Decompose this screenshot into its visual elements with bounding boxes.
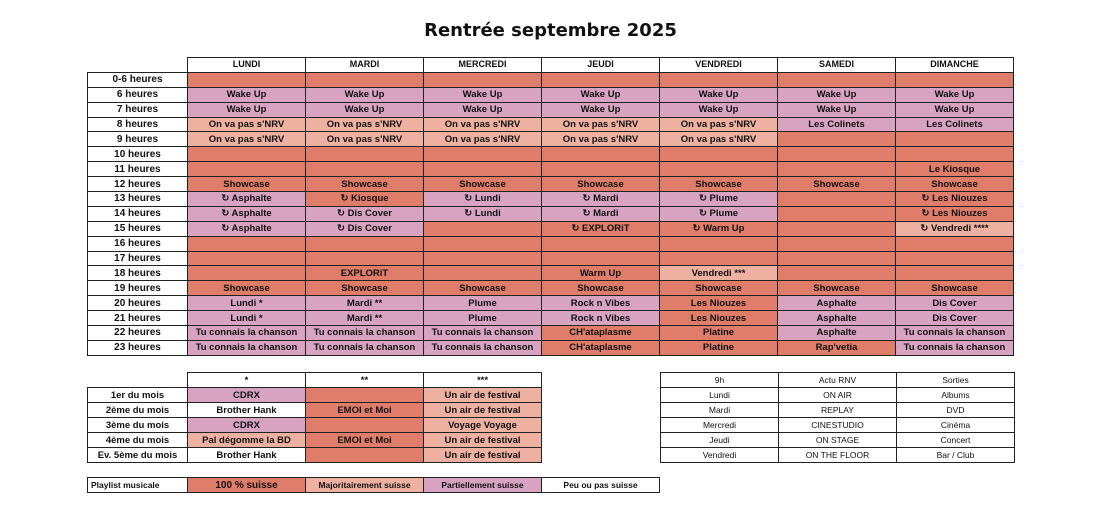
program-cell [424, 236, 542, 251]
schedule-row [88, 72, 1014, 87]
program-cell [542, 162, 660, 177]
legend-marker-header: ** [306, 373, 424, 388]
week-of-month-label: Ev. 5ème du mois [88, 448, 188, 463]
program-cell [424, 251, 542, 266]
program-cell: Tu connais la chanson [424, 340, 542, 355]
show-cell: Mercredi [661, 418, 779, 433]
hour-label: 18 heures [88, 266, 188, 281]
show-row [661, 373, 1015, 388]
schedule-row [88, 177, 1014, 192]
hour-label: 13 heures [88, 192, 188, 207]
program-cell: Vendredi *** [660, 266, 778, 281]
program-cell [778, 221, 896, 236]
show-row [661, 448, 1015, 463]
program-cell [424, 266, 542, 281]
hour-label: 8 heures [88, 117, 188, 132]
schedule-header-row [88, 58, 1014, 73]
program-cell [424, 72, 542, 87]
schedule-row [88, 102, 1014, 117]
program-cell: Showcase [778, 177, 896, 192]
schedule-row [88, 132, 1014, 147]
program-cell: Rap'vetia [778, 340, 896, 355]
program-cell [660, 147, 778, 162]
legend-row [88, 448, 542, 463]
program-cell: ↻ Mardi [542, 206, 660, 221]
empty-corner-cell [88, 58, 188, 73]
program-cell: Wake Up [542, 87, 660, 102]
schedule-row [88, 117, 1014, 132]
show-cell: CINESTUDIO [779, 418, 897, 433]
show-row [661, 403, 1015, 418]
show-row [661, 388, 1015, 403]
show-cell: Actu RNV [779, 373, 897, 388]
schedule-row [88, 236, 1014, 251]
program-cell: ↻ Les Niouzes [896, 206, 1014, 221]
program-cell: Wake Up [188, 102, 306, 117]
program-cell [778, 236, 896, 251]
show-cell: Albums [897, 388, 1015, 403]
empty-corner-cell [88, 373, 188, 388]
hour-label: 10 heures [88, 147, 188, 162]
legend-program-cell: CDRX [188, 388, 306, 403]
day-header: LUNDI [188, 58, 306, 73]
program-cell [424, 221, 542, 236]
program-cell: ↻ Warm Up [660, 221, 778, 236]
show-cell: ON STAGE [779, 433, 897, 448]
legend-row [88, 418, 542, 433]
program-cell [542, 251, 660, 266]
program-cell: Rock n Vibes [542, 311, 660, 326]
hour-label: 14 heures [88, 206, 188, 221]
program-cell [778, 251, 896, 266]
schedule-row [88, 221, 1014, 236]
program-cell [542, 236, 660, 251]
legend-marker-header: *** [424, 373, 542, 388]
program-cell: Plume [424, 311, 542, 326]
show-themes-table [660, 372, 1015, 463]
legend-program-cell: Un air de festival [424, 403, 542, 418]
hour-label: 19 heures [88, 281, 188, 296]
weekly-schedule-table [87, 57, 1014, 356]
program-cell: ↻ Plume [660, 192, 778, 207]
show-row [661, 418, 1015, 433]
program-cell: On va pas s'NRV [542, 117, 660, 132]
program-cell: On va pas s'NRV [542, 132, 660, 147]
program-cell: ↻ Dis Cover [306, 221, 424, 236]
schedule-row [88, 162, 1014, 177]
legend-program-cell: EMOI et Moi [306, 403, 424, 418]
hour-label: 9 heures [88, 132, 188, 147]
playlist-color-key [87, 477, 660, 493]
program-cell [896, 132, 1014, 147]
legend-program-cell: Un air de festival [424, 448, 542, 463]
program-cell: Showcase [542, 281, 660, 296]
program-cell: CH'ataplasme [542, 340, 660, 355]
program-cell: On va pas s'NRV [306, 117, 424, 132]
schedule-row [88, 87, 1014, 102]
program-cell: On va pas s'NRV [306, 132, 424, 147]
program-cell [660, 236, 778, 251]
program-cell: CH'ataplasme [542, 326, 660, 341]
program-cell: Tu connais la chanson [188, 326, 306, 341]
schedule-row [88, 206, 1014, 221]
schedule-row [88, 251, 1014, 266]
show-cell: 9h [661, 373, 779, 388]
program-cell [542, 147, 660, 162]
program-cell [306, 251, 424, 266]
show-cell: Bar / Club [897, 448, 1015, 463]
program-cell: On va pas s'NRV [660, 117, 778, 132]
legend-program-cell: Brother Hank [188, 403, 306, 418]
show-cell: Mardi [661, 403, 779, 418]
program-cell: Showcase [188, 281, 306, 296]
program-cell [778, 132, 896, 147]
schedule-row [88, 296, 1014, 311]
program-cell [778, 192, 896, 207]
legend-row [88, 433, 542, 448]
hour-label: 0-6 heures [88, 72, 188, 87]
rotation-legend-table [87, 372, 542, 463]
program-cell: Wake Up [424, 102, 542, 117]
day-header: SAMEDI [778, 58, 896, 73]
program-cell: Showcase [660, 281, 778, 296]
program-cell: Mardi ** [306, 311, 424, 326]
week-of-month-label: 1er du mois [88, 388, 188, 403]
program-cell: Showcase [188, 177, 306, 192]
schedule-row [88, 281, 1014, 296]
playlist-label: Playlist musicale [88, 478, 188, 493]
day-header: JEUDI [542, 58, 660, 73]
program-cell: ↻ Asphalte [188, 221, 306, 236]
show-cell: Lundi [661, 388, 779, 403]
program-cell: Showcase [896, 281, 1014, 296]
legend-program-cell: Voyage Voyage [424, 418, 542, 433]
program-cell: Platine [660, 340, 778, 355]
program-cell: Les Colinets [778, 117, 896, 132]
show-cell: Jeudi [661, 433, 779, 448]
program-cell: On va pas s'NRV [424, 132, 542, 147]
program-cell: Tu connais la chanson [424, 326, 542, 341]
program-cell: ↻ Vendredi **** [896, 221, 1014, 236]
show-cell: DVD [897, 403, 1015, 418]
hour-label: 6 heures [88, 87, 188, 102]
program-cell: Wake Up [660, 87, 778, 102]
program-cell: Wake Up [542, 102, 660, 117]
show-cell: ON THE FLOOR [779, 448, 897, 463]
program-cell [660, 162, 778, 177]
legend-program-cell: EMOI et Moi [306, 433, 424, 448]
program-cell [424, 147, 542, 162]
program-cell: ↻ Kiosque [306, 192, 424, 207]
day-header: DIMANCHE [896, 58, 1014, 73]
program-cell: Dis Cover [896, 296, 1014, 311]
program-cell: ↻ Lundi [424, 206, 542, 221]
program-cell: ↻ Asphalte [188, 192, 306, 207]
program-cell: ↻ EXPLORiT [542, 221, 660, 236]
program-cell: Plume [424, 296, 542, 311]
legend-program-cell: Brother Hank [188, 448, 306, 463]
legend-program-cell [306, 418, 424, 433]
hour-label: 15 heures [88, 221, 188, 236]
day-header: MARDI [306, 58, 424, 73]
program-cell: Asphalte [778, 311, 896, 326]
program-cell: Wake Up [188, 87, 306, 102]
program-cell: Dis Cover [896, 311, 1014, 326]
legend-header-row [88, 373, 542, 388]
day-header: MERCREDI [424, 58, 542, 73]
hour-label: 20 heures [88, 296, 188, 311]
program-cell [778, 72, 896, 87]
page-title: Rentrée septembre 2025 [424, 20, 677, 41]
program-cell: Le Kiosque [896, 162, 1014, 177]
legend-program-cell: Pal dégomme la BD [188, 433, 306, 448]
program-cell: Showcase [306, 281, 424, 296]
program-cell: Wake Up [660, 102, 778, 117]
playlist-key-row [88, 478, 660, 493]
program-cell [306, 236, 424, 251]
program-cell: Platine [660, 326, 778, 341]
hour-label: 11 heures [88, 162, 188, 177]
program-cell: Les Niouzes [660, 311, 778, 326]
program-cell: Showcase [660, 177, 778, 192]
program-cell: ↻ Plume [660, 206, 778, 221]
program-cell: On va pas s'NRV [424, 117, 542, 132]
show-cell: REPLAY [779, 403, 897, 418]
program-cell: Tu connais la chanson [896, 326, 1014, 341]
legend-program-cell: Un air de festival [424, 433, 542, 448]
program-cell: Wake Up [896, 102, 1014, 117]
legend-row [88, 403, 542, 418]
program-cell: Mardi ** [306, 296, 424, 311]
program-cell: Tu connais la chanson [306, 340, 424, 355]
program-cell: Showcase [778, 281, 896, 296]
program-cell: Tu connais la chanson [896, 340, 1014, 355]
program-cell: Les Colinets [896, 117, 1014, 132]
playlist-key-swatch: Peu ou pas suisse [542, 478, 660, 493]
program-cell: Tu connais la chanson [306, 326, 424, 341]
playlist-key-swatch: 100 % suisse [188, 478, 306, 493]
hour-label: 16 heures [88, 236, 188, 251]
program-cell [188, 162, 306, 177]
program-cell: Showcase [424, 281, 542, 296]
legend-program-cell [306, 448, 424, 463]
legend-program-cell [306, 388, 424, 403]
program-cell: Rock n Vibes [542, 296, 660, 311]
program-cell: Wake Up [778, 102, 896, 117]
program-cell: On va pas s'NRV [188, 132, 306, 147]
program-cell: ↻ Asphalte [188, 206, 306, 221]
program-cell: Showcase [306, 177, 424, 192]
program-cell: Wake Up [424, 87, 542, 102]
program-cell [660, 72, 778, 87]
playlist-key-swatch: Majoritairement suisse [306, 478, 424, 493]
program-cell: On va pas s'NRV [188, 117, 306, 132]
program-cell [778, 266, 896, 281]
schedule-row [88, 311, 1014, 326]
program-cell: Warm Up [542, 266, 660, 281]
program-cell: Wake Up [778, 87, 896, 102]
hour-label: 21 heures [88, 311, 188, 326]
program-cell [778, 206, 896, 221]
program-cell [896, 147, 1014, 162]
program-cell: Tu connais la chanson [188, 340, 306, 355]
program-cell: Showcase [542, 177, 660, 192]
schedule-row [88, 326, 1014, 341]
program-cell: Les Niouzes [660, 296, 778, 311]
program-cell [306, 72, 424, 87]
program-cell: Lundi * [188, 311, 306, 326]
program-cell [896, 72, 1014, 87]
show-row [661, 433, 1015, 448]
program-cell: Asphalte [778, 296, 896, 311]
program-cell [542, 72, 660, 87]
hour-label: 12 heures [88, 177, 188, 192]
program-cell: Wake Up [306, 102, 424, 117]
program-cell [306, 162, 424, 177]
program-cell: Asphalte [778, 326, 896, 341]
hour-label: 7 heures [88, 102, 188, 117]
program-cell [896, 251, 1014, 266]
program-cell [306, 147, 424, 162]
program-cell: Wake Up [896, 87, 1014, 102]
program-cell: ↻ Les Niouzes [896, 192, 1014, 207]
program-cell [188, 147, 306, 162]
day-header: VENDREDI [660, 58, 778, 73]
playlist-key-swatch: Partiellement suisse [424, 478, 542, 493]
legend-marker-header: * [188, 373, 306, 388]
show-cell: Sorties [897, 373, 1015, 388]
program-cell [896, 266, 1014, 281]
legend-program-cell: Un air de festival [424, 388, 542, 403]
legend-row [88, 388, 542, 403]
hour-label: 23 heures [88, 340, 188, 355]
hour-label: 22 heures [88, 326, 188, 341]
program-cell [424, 162, 542, 177]
program-cell [188, 266, 306, 281]
program-cell: Wake Up [306, 87, 424, 102]
program-cell: ↻ Lundi [424, 192, 542, 207]
program-cell [778, 162, 896, 177]
program-cell [188, 251, 306, 266]
program-cell [896, 236, 1014, 251]
legend-program-cell: CDRX [188, 418, 306, 433]
program-cell [778, 147, 896, 162]
program-cell: EXPLORiT [306, 266, 424, 281]
program-cell: ↻ Dis Cover [306, 206, 424, 221]
program-cell [660, 251, 778, 266]
schedule-row [88, 266, 1014, 281]
schedule-row [88, 147, 1014, 162]
show-cell: Cinéma [897, 418, 1015, 433]
program-cell: On va pas s'NRV [660, 132, 778, 147]
week-of-month-label: 3ème du mois [88, 418, 188, 433]
program-cell [188, 72, 306, 87]
show-cell: Vendredi [661, 448, 779, 463]
show-cell: Concert [897, 433, 1015, 448]
program-cell: Showcase [424, 177, 542, 192]
show-cell: ON AIR [779, 388, 897, 403]
week-of-month-label: 2ème du mois [88, 403, 188, 418]
hour-label: 17 heures [88, 251, 188, 266]
program-cell: ↻ Mardi [542, 192, 660, 207]
week-of-month-label: 4ème du mois [88, 433, 188, 448]
program-cell: Showcase [896, 177, 1014, 192]
schedule-row [88, 340, 1014, 355]
program-cell [188, 236, 306, 251]
program-cell: Lundi * [188, 296, 306, 311]
schedule-row [88, 192, 1014, 207]
